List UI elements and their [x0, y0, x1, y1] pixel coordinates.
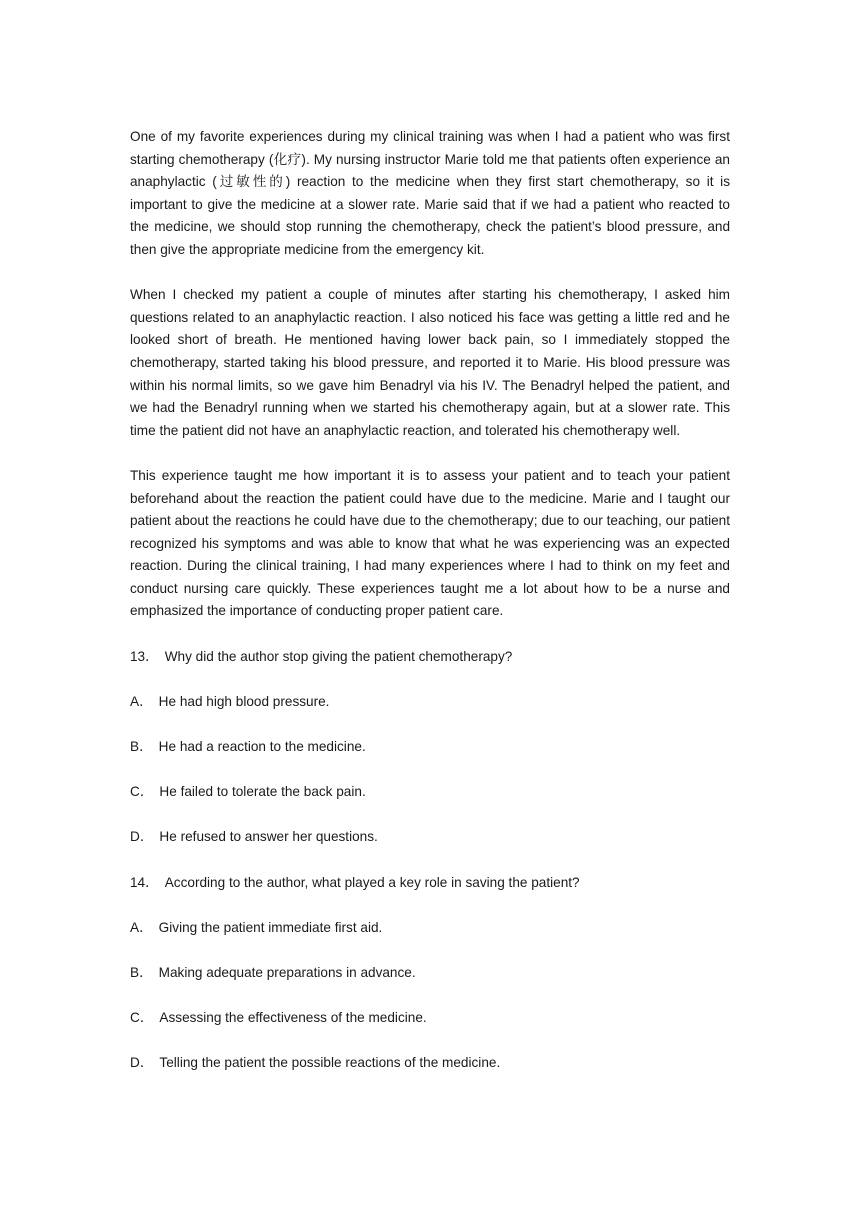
option-letter: C． [130, 784, 154, 800]
option-text: He had a reaction to the medicine. [158, 739, 366, 755]
passage-paragraph-2: When I checked my patient a couple of minutes after starting his chemotherapy, I asked him questions related to an anaphylactic reaction. I also noticed his face was getting a little red and he looked short of breath. He mentioned having lower back pain, so I immediately stopped the chemotherapy, started taking his blood pressure, and reported it to Marie. His blood pressure was within his normal limits, so we gave him Benadryl via his IV. The Benadryl helped the patient, and we had the Benadryl running when we started his chemotherapy again, but at a slower rate. This time the patient did not have an anaphylactic reaction, and tolerated his chemotherapy well. [130, 287, 730, 438]
question-number: 13． [130, 648, 159, 664]
option-letter: B． [130, 739, 153, 755]
option-text: He had high blood pressure. [158, 693, 330, 709]
option-letter: A． [130, 919, 153, 935]
question-number: 14． [130, 874, 159, 890]
question-14 [130, 872, 730, 1075]
option-letter: A． [130, 693, 153, 709]
question-text: Why did the author stop giving the patient chemotherapy? [164, 648, 513, 664]
question-13-option-a [130, 691, 730, 714]
question-14-stem [130, 872, 730, 895]
passage-paragraph-3: This experience taught me how important it is to assess your patient and to teach your patient beforehand about the reaction the patient could have due to the medicine. Marie and I taught our patient about the reactions he could have due to the chemotherapy; due to our teaching, our patient recognized his symptoms and was able to know that what he was experiencing was an expected reaction. During the clinical training, I had many experiences where I had to think on my feet and conduct nursing care quickly. These experiences taught me a lot about how to be a nurse and emphasized the importance of conducting proper patient care. [130, 467, 730, 619]
document-page [130, 126, 730, 1098]
option-letter: D． [130, 1055, 154, 1071]
question-13-option-b [130, 736, 730, 759]
option-text: Making adequate preparations in advance. [158, 964, 416, 980]
question-text: According to the author, what played a key role in saving the patient? [164, 874, 580, 890]
question-14-option-a [130, 917, 730, 940]
option-letter: B． [130, 964, 153, 980]
question-13 [130, 646, 730, 849]
passage-paragraph-1: One of my favorite experiences during my clinical training was when I had a patient who was first starting chemotherapy (化疗). My nursing instructor Marie told me that patients often experience an anaphylactic (过敏性的) reaction to the medicine when they first start chemotherapy, so it is important to give the medicine at a slower rate. Marie said that if we had a patient who reacted to the medicine, we should stop running the chemotherapy, check the patient’s blood pressure, and then give the appropriate medicine from the emergency kit. [130, 129, 730, 257]
question-13-option-d [130, 826, 730, 849]
option-text: He refused to answer her questions. [159, 829, 378, 845]
question-13-stem [130, 646, 730, 669]
option-letter: D． [130, 829, 154, 845]
option-text: Telling the patient the possible reactions of the medicine. [159, 1055, 501, 1071]
question-14-option-c [130, 1007, 730, 1030]
question-14-option-d [130, 1052, 730, 1075]
question-14-option-b [130, 962, 730, 985]
option-letter: C． [130, 1010, 154, 1026]
option-text: Giving the patient immediate first aid. [158, 919, 383, 935]
option-text: He failed to tolerate the back pain. [159, 784, 366, 800]
question-13-option-c [130, 781, 730, 804]
option-text: Assessing the effectiveness of the medicine. [159, 1010, 427, 1026]
